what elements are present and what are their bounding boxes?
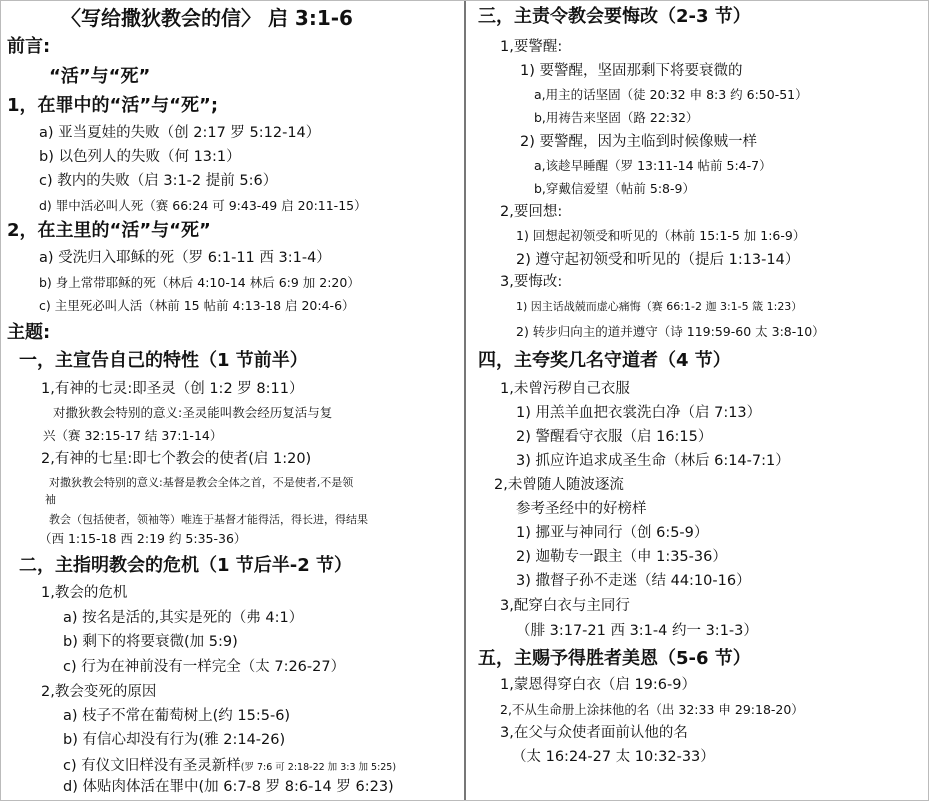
part-1-point-2: 2,有神的七星:即七个教会的使者(启 1:20)	[41, 451, 312, 467]
part-5-point-3: 3,在父与众使者面前认他的名	[500, 725, 688, 741]
part-2-point-2-item-a: a) 枝子不常在葡萄树上(约 15:5-6)	[63, 708, 291, 724]
part-3-point-3: 3,要悔改:	[500, 274, 563, 290]
part-2-point-2-item-c-refs: (罗 7:6 可 2:18-22 加 3:3 加 5:25)	[240, 762, 397, 773]
part-4-point-3-refs: （腓 3:17-21 西 3:1-4 约一 3:1-3）	[516, 623, 758, 639]
part-2-point-1-item-a: a) 按名是活的,其实是死的（弗 4:1）	[63, 610, 304, 626]
part-4-point-3: 3,配穿白衣与主同行	[500, 598, 630, 614]
section-2-item-c: c) 主里死必叫人活（林前 15 帖前 4:13-18 启 20:4-6）	[39, 298, 355, 313]
preface-heading: 前言:	[7, 36, 51, 57]
part-3-point-2-sub-1: 1) 回想起初领受和听见的（林前 15:1-5 加 1:6-9）	[516, 228, 806, 243]
part-2-point-2: 2,教会变死的原因	[41, 684, 157, 700]
part-3-point-1-sub-2-a: a,该趁早睡醒（罗 13:11-14 帖前 5:4-7）	[534, 158, 772, 173]
part-1-point-2-note-line-2: 袖	[45, 493, 56, 506]
part-1-point-1-note-line-1: 对撒狄教会特别的意义:圣灵能叫教会经历复活与复	[53, 405, 333, 420]
section-1-item-b: b) 以色列人的失败（何 13:1）	[39, 149, 241, 165]
part-2-point-2-item-c	[63, 756, 396, 775]
part-3-point-1-sub-2: 2) 要警醒，因为主临到时候像贼一样	[520, 134, 757, 150]
part-1-point-2-note-line-4: （西 1:15-18 西 2:19 约 5:35-36）	[39, 531, 247, 546]
part-3-point-1-sub-1: 1) 要警醒，坚固那剩下将要衰微的	[520, 63, 743, 79]
part-3-point-2-sub-2: 2) 遵守起初领受和听见的（提后 1:13-14）	[516, 252, 800, 268]
part-1-point-1-note-line-2: 兴（赛 32:15-17 结 37:1-14）	[43, 428, 223, 443]
part-4-point-1-sub-2: 2) 警醒看守衣服（启 16:15）	[516, 429, 713, 445]
part-1-point-2-note-line-3: 教会（包括使者，领袖等）唯连于基督才能得活，得长进，得结果	[49, 513, 368, 526]
section-2-item-b: b) 身上常带耶稣的死（林后 4:10-14 林后 6:9 加 2:20）	[39, 275, 360, 290]
part-3-point-3-sub-1: 1) 因主话战兢而虚心痛悔（赛 66:1-2 迦 3:1-5 箴 1:23）	[516, 300, 803, 313]
part-1-point-1: 1,有神的七灵:即圣灵（创 1:2 罗 8:11）	[41, 381, 304, 397]
part-4-point-2-sub-1: 1) 挪亚与神同行（创 6:5-9）	[516, 525, 709, 541]
part-3-point-1-sub-1-a: a,用主的话坚固（徒 20:32 申 8:3 约 6:50-51）	[534, 87, 808, 102]
part-4-point-2-note: 参考圣经中的好榜样	[516, 501, 647, 517]
section-1-item-a: a) 亚当夏娃的失败（创 2:17 罗 5:12-14）	[39, 125, 321, 141]
part-4-point-1-sub-1: 1) 用羔羊血把衣裳洗白净（启 7:13）	[516, 405, 762, 421]
section-1-heading: 1，在罪中的“活”与“死”;	[7, 95, 219, 116]
section-2-item-a: a) 受洗归入耶稣的死（罗 6:1-11 西 3:1-4）	[39, 250, 331, 266]
part-4-point-1: 1,未曾污秽自己衣服	[500, 381, 630, 397]
section-1-item-c: c) 教内的失败（启 3:1-2 提前 5:6）	[39, 173, 278, 189]
part-3-point-1-sub-1-b: b,用祷告来坚固（路 22:32）	[534, 110, 699, 125]
part-2-point-1: 1,教会的危机	[41, 585, 128, 601]
right-column	[466, 1, 928, 800]
part-4-heading: 四，主夸奖几名守道者（4 节）	[478, 350, 731, 371]
preface-subtitle: “活”与“死”	[49, 66, 151, 87]
part-4-point-2-sub-3: 3) 撒督子孙不走迷（结 44:10-16）	[516, 573, 751, 589]
part-3-point-1: 1,要警醒:	[500, 39, 563, 55]
theme-heading: 主题:	[7, 322, 51, 343]
part-2-heading: 二，主指明教会的危机（1 节后半-2 节）	[19, 555, 353, 576]
part-5-point-1: 1,蒙恩得穿白衣（启 19:6-9）	[500, 677, 696, 693]
part-5-heading: 五，主赐予得胜者美恩（5-6 节）	[478, 648, 751, 669]
part-1-heading: 一，主宣告自己的特性（1 节前半）	[19, 350, 308, 371]
part-3-point-2: 2,要回想:	[500, 204, 563, 220]
part-1-point-2-note-line-1: 对撒狄教会特别的意义:基督是教会全体之首，不是使者,不是领	[49, 476, 354, 489]
part-3-point-3-sub-2: 2) 转步归向主的道并遵守（诗 119:59-60 太 3:8-10）	[516, 324, 825, 339]
section-2-heading: 2，在主里的“活”与“死”	[7, 220, 211, 241]
section-1-item-d: d) 罪中活必叫人死（赛 66:24 可 9:43-49 启 20:11-15）	[39, 198, 367, 213]
part-2-point-2-item-c-text: c) 有仪文旧样没有圣灵新样	[63, 758, 241, 774]
part-3-heading: 三，主责令教会要悔改（2-3 节）	[478, 6, 751, 27]
part-2-point-2-item-b: b) 有信心却没有行为(雅 2:14-26)	[63, 732, 286, 748]
part-2-point-2-item-d: d) 体贴肉体活在罪中(加 6:7-8 罗 8:6-14 罗 6:23)	[63, 779, 394, 795]
part-4-point-2: 2,未曾随人随波逐流	[494, 477, 624, 493]
part-5-point-2: 2,不从生命册上涂抹他的名（出 32:33 申 29:18-20）	[500, 702, 804, 717]
part-3-point-1-sub-2-b: b,穿戴信爱望（帖前 5:8-9）	[534, 181, 695, 196]
part-5-point-3-refs: （太 16:24-27 太 10:32-33）	[512, 749, 715, 765]
part-2-point-1-item-c: c) 行为在神前没有一样完全（太 7:26-27）	[63, 659, 346, 675]
document-title: 〈写给撒狄教会的信〉 启 3:1-6	[61, 6, 353, 30]
part-2-point-1-item-b: b) 剩下的将要衰微(加 5:9)	[63, 634, 238, 650]
left-column	[1, 1, 466, 800]
part-4-point-2-sub-2: 2) 迦勒专一跟主（申 1:35-36）	[516, 549, 727, 565]
part-4-point-1-sub-3: 3) 抓应许追求成圣生命（林后 6:14-7:1）	[516, 453, 790, 469]
